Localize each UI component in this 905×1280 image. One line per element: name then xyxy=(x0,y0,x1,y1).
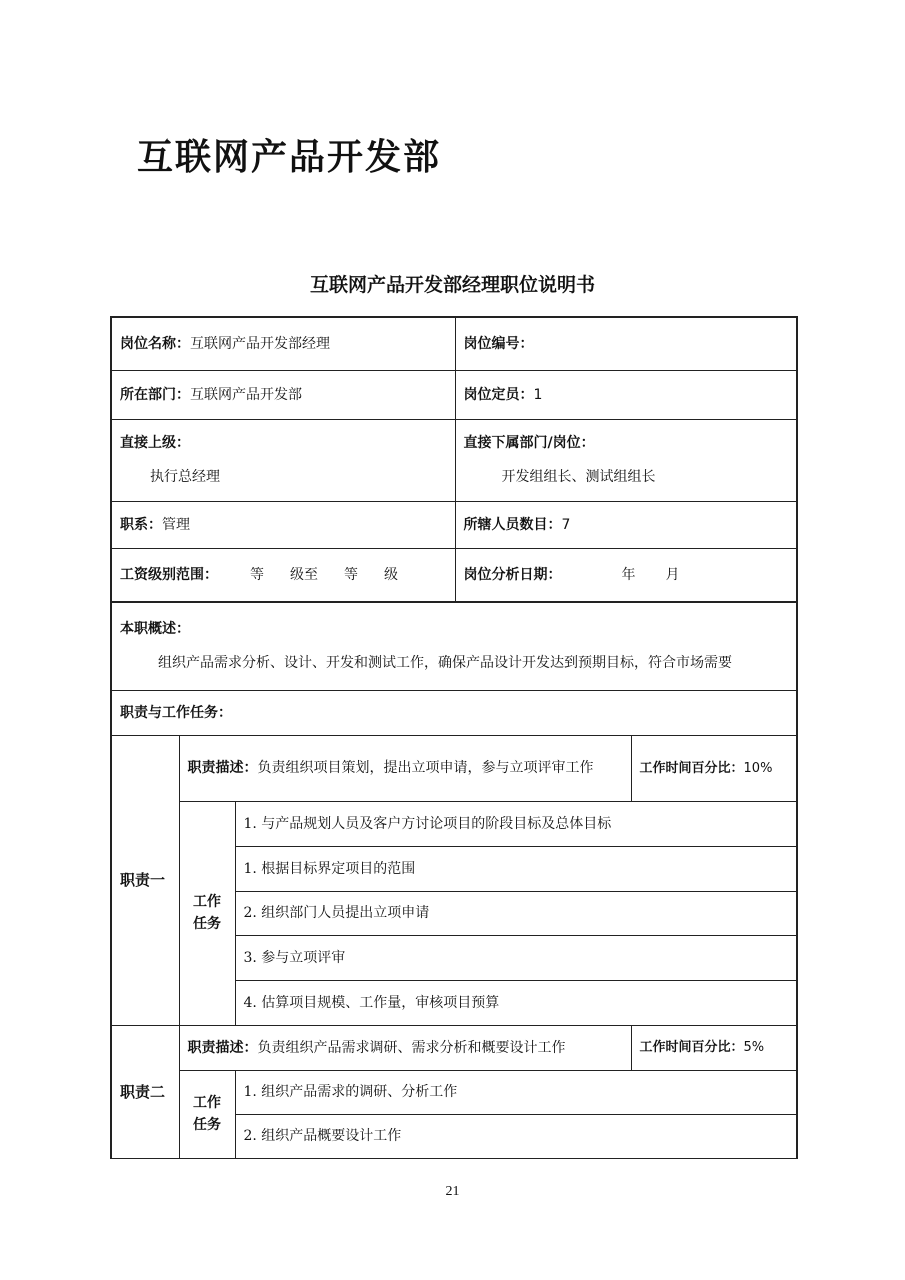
analysis-year: 年 xyxy=(621,566,636,583)
analysis-month: 月 xyxy=(665,566,680,583)
duty-1-time-pct: 10% xyxy=(743,760,773,776)
duty-1-task-2: 1. 根据目标界定项目的范围 xyxy=(235,846,797,891)
summary-text: 组织产品需求分析、设计、开发和测试工作，确保产品设计开发达到预期目标，符合市场需要 xyxy=(158,655,732,672)
salary-range-cell xyxy=(111,548,455,602)
duty-1-task-label-line2: 任务 xyxy=(193,916,221,932)
duty-2-task-1: 1. 组织产品需求的调研、分析工作 xyxy=(235,1070,797,1114)
superior-cell xyxy=(111,419,455,501)
duty-2-time-label: 工作时间百分比： xyxy=(639,1040,744,1055)
subordinates-value: 开发组组长、测试组组长 xyxy=(501,469,656,485)
subordinates-cell xyxy=(455,419,797,501)
duty-2-description: 负责组织产品需求调研、需求分析和概要设计工作 xyxy=(257,1039,566,1056)
summary-cell xyxy=(111,602,797,690)
duty-2-name: 职责二 xyxy=(111,1025,179,1158)
position-name-value: 互联网产品开发部经理 xyxy=(190,335,330,352)
salary-range-label: 工资级别范围： xyxy=(120,566,218,583)
page-number: 21 xyxy=(445,1184,460,1199)
document-title: 互联网产品开发部经理职位说明书 xyxy=(309,274,595,296)
duty-1-task-4: 3. 参与立项评审 xyxy=(235,935,797,980)
summary-label: 本职概述： xyxy=(120,621,190,638)
job-description-table xyxy=(110,316,798,1159)
duty-1-time-cell xyxy=(631,735,797,801)
duty-1-task-label-line1: 工作 xyxy=(193,894,221,910)
position-name-label: 岗位名称： xyxy=(120,335,190,352)
duty-2-description-cell xyxy=(179,1025,631,1070)
position-name-cell xyxy=(111,317,455,370)
headcount-value: 1 xyxy=(533,386,543,403)
department-label: 所在部门： xyxy=(120,386,190,403)
headcount-cell xyxy=(455,370,797,419)
duty-1-time-label: 工作时间百分比： xyxy=(639,760,744,776)
duty-1-description-label: 职责描述： xyxy=(187,760,258,776)
headcount-label: 岗位定员： xyxy=(463,386,534,403)
duty-1-description: 负责组织项目策划，提出立项申请，参与立项评审工作 xyxy=(257,760,594,776)
duty-1-task-3: 2. 组织部门人员提出立项申请 xyxy=(235,891,797,935)
duty-2-task-label-line1: 工作 xyxy=(193,1095,221,1111)
salary-grade-3: 等 xyxy=(344,566,358,583)
duty-2-task-label-line2: 任务 xyxy=(193,1117,221,1133)
subordinates-label: 直接下属部门/岗位： xyxy=(463,435,595,451)
duty-1-task-label xyxy=(179,801,235,1025)
duty-2-time-cell xyxy=(631,1025,797,1070)
job-family-label: 职系： xyxy=(120,516,162,533)
duties-heading: 职责与工作任务： xyxy=(120,704,232,721)
salary-grade-4: 级 xyxy=(384,566,398,583)
managed-count-label: 所辖人员数目： xyxy=(463,516,562,533)
analysis-date-label: 岗位分析日期： xyxy=(463,566,562,583)
managed-count-cell xyxy=(455,501,797,548)
salary-grade-1: 等 xyxy=(250,566,264,583)
job-family-cell xyxy=(111,501,455,548)
salary-grade-2: 级至 xyxy=(290,566,318,583)
department-cell xyxy=(111,370,455,419)
analysis-date-cell xyxy=(455,548,797,602)
superior-value: 执行总经理 xyxy=(150,469,220,485)
managed-count-value: 7 xyxy=(561,516,571,533)
duty-1-description-cell xyxy=(179,735,631,801)
duty-2-time-pct: 5% xyxy=(743,1040,765,1055)
duty-2-task-label xyxy=(179,1070,235,1158)
duty-1-name: 职责一 xyxy=(111,735,179,1025)
position-code-label: 岗位编号： xyxy=(463,335,534,352)
job-family-value: 管理 xyxy=(162,516,190,533)
department-value: 互联网产品开发部 xyxy=(190,386,302,403)
duty-2-task-2: 2. 组织产品概要设计工作 xyxy=(235,1114,797,1158)
duty-1-task-5: 4. 估算项目规模、工作量，审核项目预算 xyxy=(235,980,797,1025)
duty-1-task-1: 1. 与产品规划人员及客户方讨论项目的阶段目标及总体目标 xyxy=(235,801,797,846)
department-heading: 互联网产品开发部 xyxy=(137,137,442,178)
duties-heading-cell xyxy=(111,690,797,735)
superior-label: 直接上级： xyxy=(120,435,190,451)
position-code-cell xyxy=(455,317,797,370)
duty-2-description-label: 职责描述： xyxy=(187,1039,258,1056)
